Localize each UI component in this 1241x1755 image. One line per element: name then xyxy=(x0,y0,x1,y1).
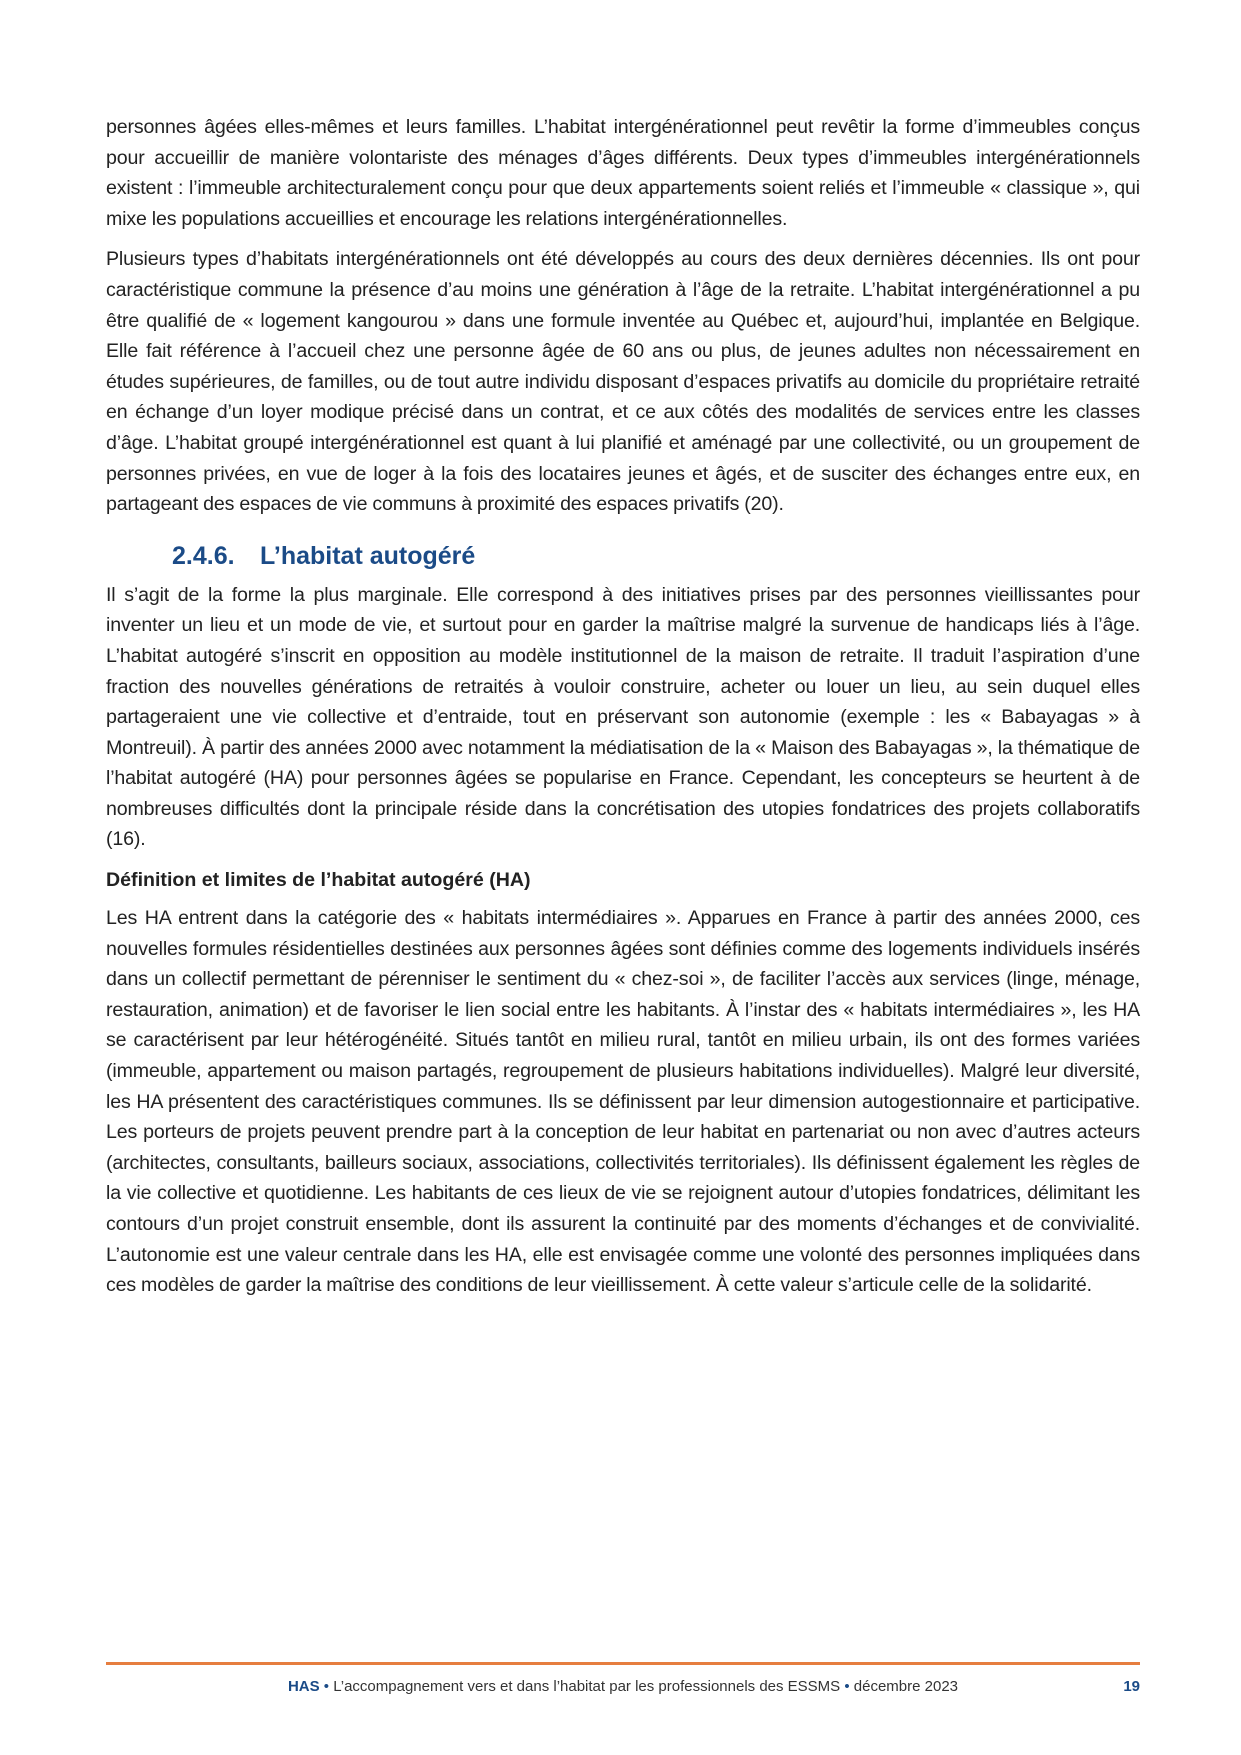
subheading-definition: Définition et limites de l’habitat autogéré (HA) xyxy=(106,869,531,892)
footer-separator: • xyxy=(840,1678,854,1695)
paragraph-autogere-intro: Il s’agit de la forme la plus marginale. Elle correspond à des initiatives prises par des personnes vieillissantes pour inventer un lieu et un mode de vie, et surtout pour en garder la maîtrise malgré la survenue de handicaps liés à l’âge. L’habitat autogéré s’inscrit en opposition au modèle institutionnel de la maison de retraite. Il traduit l’aspiration d’une fraction des nouvelles générations de retraités à vouloir construire, acheter ou louer un lieu, au sein duquel elles partageraient une vie collective et d’entraide, tout en préservant son autonomie (exemple : les « Babayagas » à Montreuil). À partir des années 2000 avec notamment la médiatisation de la « Maison des Babayagas », la thématique de l’habitat autogéré (HA) pour personnes âgées se popularise en France. Cependant, les concepteurs se heurtent à de nombreuses difficultés dont la principale réside dans la concrétisation des utopies fondatrices des projets collaboratifs (16). xyxy=(106,583,1140,851)
footer-rule xyxy=(106,1662,1140,1665)
paragraph-intergenerational-types: Plusieurs types d’habitats intergénérationnels ont été développés au cours des deux dernières décennies. Ils ont pour caractéristique commune la présence d’au moins une génération à l’âge de la retraite. L’habitat intergénérationnel a pu être qualifié de « logement kangourou » dans une formule inventée au Québec et, aujourd’hui, implantée en Belgique. Elle fait référence à l’accueil chez une personne âgée de 60 ans ou plus, de jeunes adultes non nécessairement en études supérieures, de familles, ou de tout autre individu disposant d’espaces privatifs au domicile du propriétaire retraité en échange d’un loyer modique précisé dans un contrat, et ce aux côtés des modalités de services entre les classes d’âge. L’habitat groupé intergénérationnel est quant à lui planifié et aménagé par une collectivité, ou un groupement de personnes privées, en vue de loger à la fois des locataires jeunes et âgés, et de susciter des échanges entre eux, en partageant des espaces de vie communs à proximité des espaces privatifs (20). xyxy=(106,248,1140,516)
footer-brand: HAS xyxy=(287,1678,320,1695)
footer-date: décembre 2023 xyxy=(853,1678,959,1695)
page-content xyxy=(106,112,1140,1311)
section-title: L’habitat autogéré xyxy=(260,541,476,570)
paragraph-intergenerational-buildings: personnes âgées elles-mêmes et leurs familles. L’habitat intergénérationnel peut revêtir la forme d’immeubles conçus pour accueillir de manière volontariste des ménages d’âges différents. Deux types d’immeubles intergénérationnels existent : l’immeuble architecturalement conçu pour que deux appartements soient reliés et l’immeuble « classique », qui mixe les populations accueillies et encourage les relations intergénérationnelles. xyxy=(106,116,1140,230)
paragraph-ha-definition: Les HA entrent dans la catégorie des « habitats intermédiaires ». Apparues en France à partir des années 2000, ces nouvelles formules résidentielles destinées aux personnes âgées sont définies comme des logements individuels insérés dans un collectif permettant de pérenniser le sentiment du « chez-soi », de faciliter l’accès aux services (linge, ménage, restauration, animation) et de favoriser le lien social entre les habitants. À l’instar des « habitats intermédiaires », les HA se caractérisent par leur hétérogénéité. Situés tantôt en milieu rural, tantôt en milieu urbain, ils ont des formes variées (immeuble, appartement ou maison partagés, regroupement de plusieurs habitations individuelles). Malgré leur diversité, les HA présentent des caractéristiques communes. Ils se définissent par leur dimension autogestionnaire et participative. Les porteurs de projets peuvent prendre part à la conception de leur habitat en partenariat ou non avec d’autres acteurs (architectes, consultants, bailleurs sociaux, associations, collectivités territoriales). Ils définissent également les règles de la vie collective et quotidienne. Les habitants de ces lieux de vie se rejoignent autour d’utopies fondatrices, délimitant les contours d’un projet construit ensemble, dont ils assurent la continuité par des moments d’échanges et de convivialité. L’autonomie est une valeur centrale dans les HA, elle est envisagée comme une volonté des personnes impliquées dans ces modèles de garder la maîtrise des conditions de leur vieillissement. À cette valeur s’articule celle de la solidarité. xyxy=(106,907,1140,1297)
section-number: 2.4.6. xyxy=(172,541,235,570)
page-number: 19 xyxy=(1123,1678,1140,1695)
footer-caption xyxy=(106,1678,1140,1695)
section-heading xyxy=(172,538,1140,574)
footer-separator: • xyxy=(319,1678,334,1695)
footer-title: L’accompagnement vers et dans l’habitat par les professionnels des ESSMS xyxy=(333,1678,841,1695)
